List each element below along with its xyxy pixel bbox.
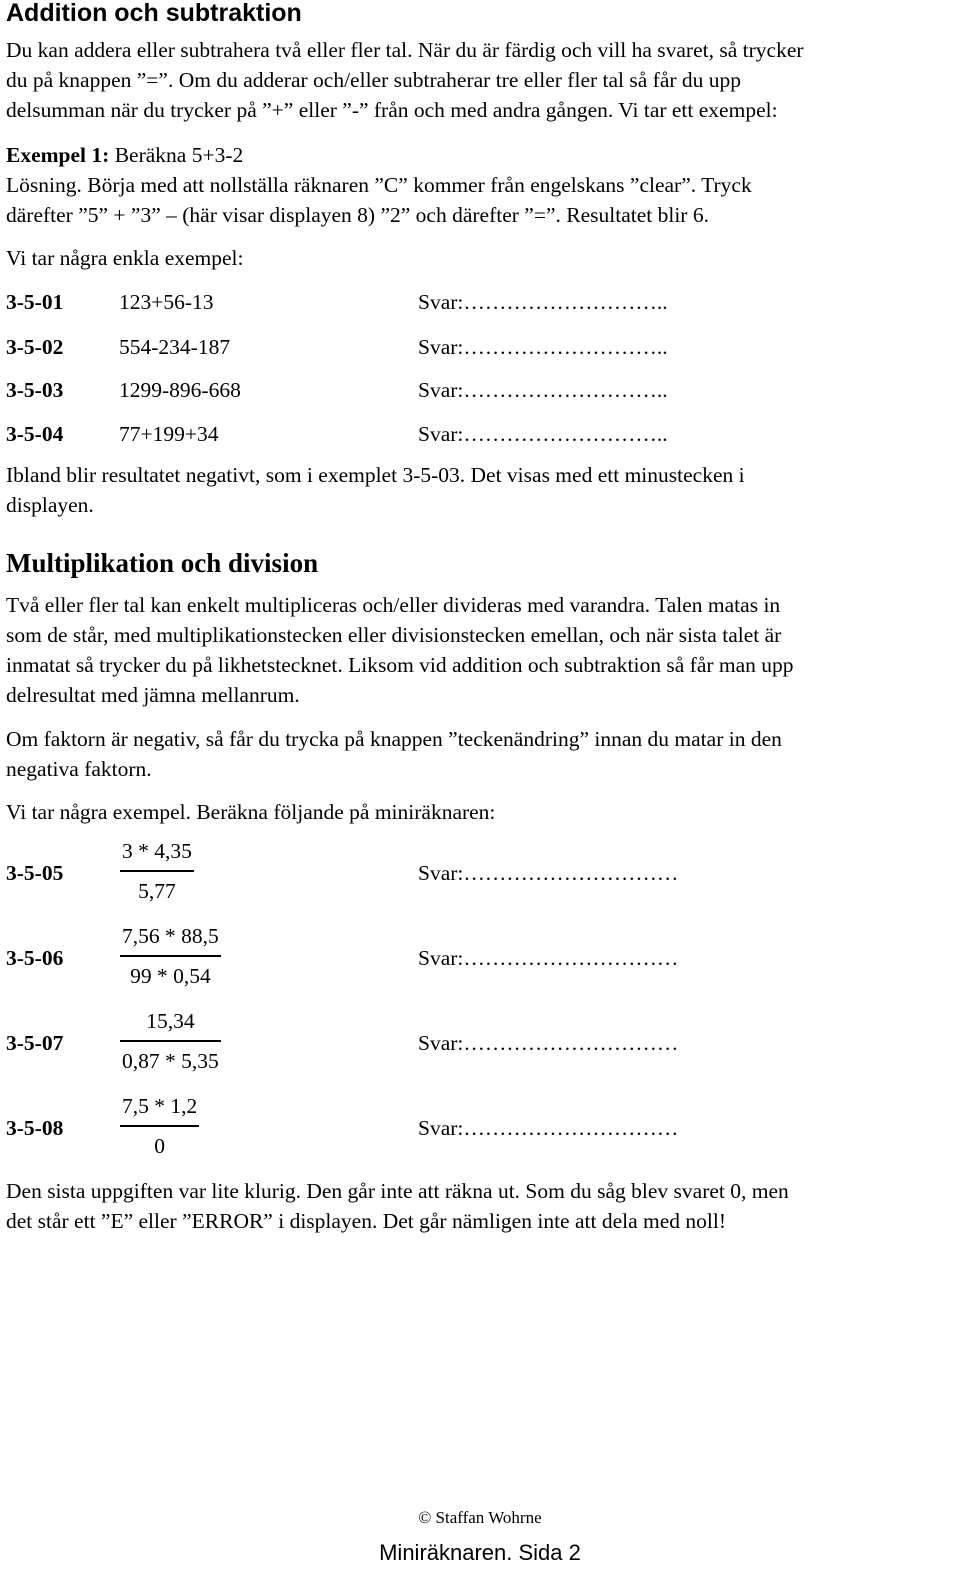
numerator: 15,34 xyxy=(146,1009,195,1033)
numerator: 3 * 4,35 xyxy=(122,839,192,863)
fraction-bar xyxy=(120,1040,221,1042)
fraction xyxy=(120,1008,221,1074)
problem-id: 3-5-01 xyxy=(6,290,64,314)
answer-blank: Svar:………………………… xyxy=(418,946,679,970)
negative-factor-paragraph: Om faktorn är negativ, så får du trycka på knappen ”teckenändring” innan du matar in den negativa faktorn. xyxy=(6,727,782,781)
fraction-problem-row xyxy=(6,923,946,1013)
page-footer: Miniräknaren. Sida 2 xyxy=(379,1540,581,1565)
copyright-notice: © Staffan Wohrne xyxy=(418,1508,542,1527)
answer-blank: Svar:……………………….. xyxy=(418,335,668,359)
examples-intro-2: Vi tar några exempel. Beräkna följande på miniräknaren: xyxy=(6,800,496,824)
problem-id: 3-5-02 xyxy=(6,335,64,359)
example-1: Exempel 1: Beräkna 5+3-2 xyxy=(6,143,244,167)
problem-id: 3-5-06 xyxy=(6,946,64,970)
fraction-bar xyxy=(120,955,221,957)
fraction xyxy=(120,923,221,989)
intro-paragraph: Du kan addera eller subtrahera två eller fler tal. När du är färdig och vill ha svaret, så trycker du på knappen ”=”. Om du adderar och/eller subtraherar tre eller fler tal så får du upp delsumman när du trycker på ”+” eller ”-” från och med andra gången. Vi tar ett exempel: xyxy=(6,38,804,122)
problem-row xyxy=(6,333,946,361)
problem-id: 3-5-04 xyxy=(6,422,64,446)
denominator: 0,87 * 5,35 xyxy=(122,1048,219,1073)
denominator: 0 xyxy=(154,1133,165,1158)
fraction-problem-row xyxy=(6,1008,946,1098)
problem-id: 3-5-07 xyxy=(6,1031,64,1055)
answer-blank: Svar:………………………… xyxy=(418,861,679,885)
fraction-bar xyxy=(120,870,194,872)
fraction-bar xyxy=(120,1125,199,1127)
fraction-problem-row xyxy=(6,1093,946,1183)
problem-expression: 123+56-13 xyxy=(119,290,214,314)
answer-blank: Svar:……………………….. xyxy=(418,290,668,314)
section-heading-addition: Addition och subtraktion xyxy=(6,0,302,27)
examples-intro: Vi tar några enkla exempel: xyxy=(6,246,244,270)
denominator: 5,77 xyxy=(138,878,176,903)
problem-expression: 1299-896-668 xyxy=(119,378,241,402)
answer-blank: Svar:………………………… xyxy=(418,1116,679,1140)
negative-note: Ibland blir resultatet negativt, som i exemplet 3-5-03. Det visas med ett minustecken i displayen. xyxy=(6,463,745,517)
closing-paragraph: Den sista uppgiften var lite klurig. Den går inte att räkna ut. Som du såg blev svaret 0, men det står ett ”E” eller ”ERROR” i displayen. Det går nämligen inte att dela med noll! xyxy=(6,1179,789,1233)
problem-id: 3-5-03 xyxy=(6,378,64,402)
answer-blank: Svar:………………………… xyxy=(418,1031,679,1055)
fraction xyxy=(120,1093,199,1159)
numerator: 7,56 * 88,5 xyxy=(122,924,219,948)
section-heading-multiplication: Multiplikation och division xyxy=(6,548,319,578)
denominator: 99 * 0,54 xyxy=(130,963,211,988)
multiplication-paragraph: Två eller fler tal kan enkelt multipliceras och/eller divideras med varandra. Talen matas in som de står, med multiplikationstecken eller divisionstecken emellan, och när sista talet är inmatat så trycker du på likhetstecknet. Liksom vid addition och subtraktion så får man upp delresultat med jämna mellanrum. xyxy=(6,593,794,707)
answer-blank: Svar:……………………….. xyxy=(418,422,668,446)
problem-expression: 554-234-187 xyxy=(119,335,231,359)
problem-row xyxy=(6,376,946,404)
answer-blank: Svar:……………………….. xyxy=(418,378,668,402)
fraction xyxy=(120,838,194,904)
problem-row xyxy=(6,288,946,316)
solution-paragraph: Lösning. Börja med att nollställa räknaren ”C” kommer från engelskans ”clear”. Tryck därefter ”5” + ”3” – (här visar displayen 8) ”2” och därefter ”=”. Resultatet blir 6. xyxy=(6,173,752,227)
numerator: 7,5 * 1,2 xyxy=(122,1094,198,1118)
problem-id: 3-5-05 xyxy=(6,861,64,885)
fraction-problem-row xyxy=(6,838,946,928)
problem-id: 3-5-08 xyxy=(6,1116,64,1140)
problem-row xyxy=(6,420,946,448)
problem-expression: 77+199+34 xyxy=(119,422,219,446)
